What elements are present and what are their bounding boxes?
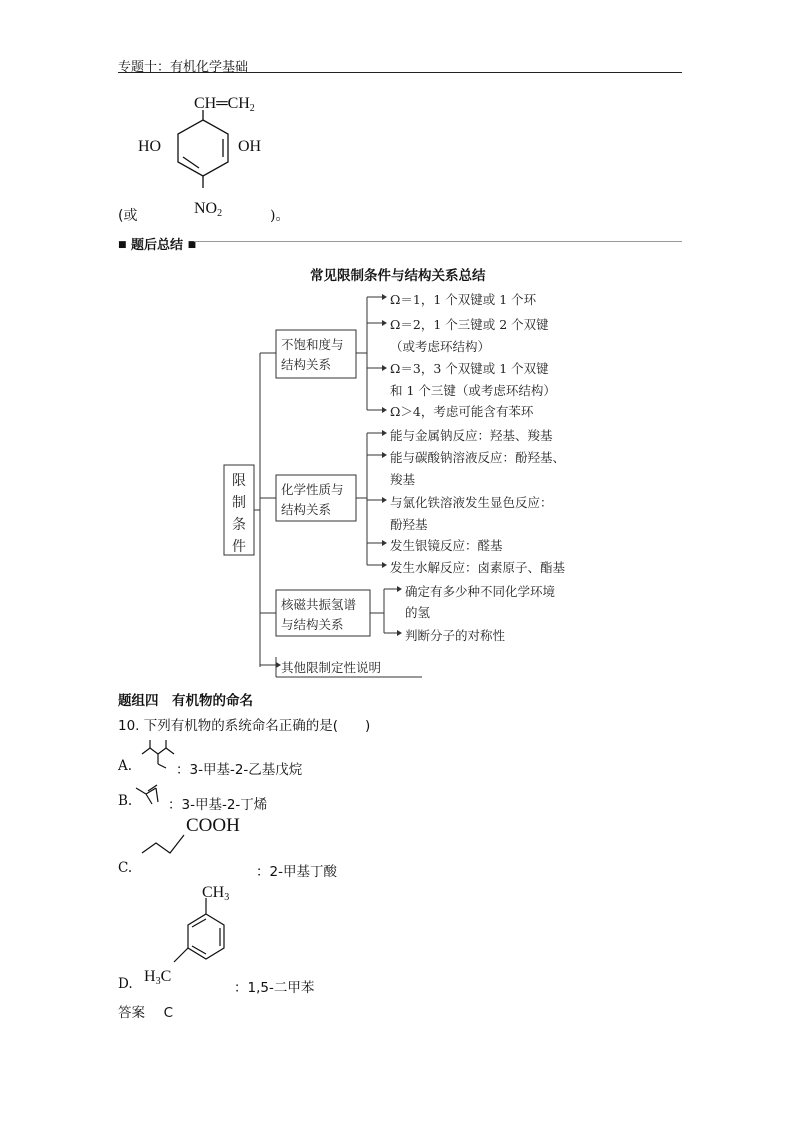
methyl-group-top: $CH_3$ xyxy=(202,884,230,903)
vinyl-group: $CH═CH_2$ xyxy=(194,95,255,114)
nitro-group: $NO_2$ xyxy=(194,200,223,219)
unsat-item: Ω＝2，1 个三键或 2 个双键 xyxy=(390,317,549,332)
square-bullet-icon: ■ xyxy=(118,240,127,250)
answer-line xyxy=(118,1001,173,1021)
chem-item: 发生水解反应：卤素原子、酯基 xyxy=(390,560,566,575)
option-text: ：1,5-二甲苯 xyxy=(234,980,315,996)
benzene-ring-d xyxy=(166,896,246,986)
answer-label: 答案 xyxy=(118,1005,145,1021)
unsat-item: 和 1 个三键（或考虑环结构） xyxy=(390,383,556,398)
summary-heading: ■ 题后总结 ■ xyxy=(118,238,197,253)
alternative-prefix: (或 xyxy=(118,208,138,224)
methyl-group-left: $H_3C$ xyxy=(144,968,172,987)
chem-item: 能与金属钠反应：羟基、羧基 xyxy=(390,428,553,443)
header-divider xyxy=(118,72,682,73)
skeletal-structure-a xyxy=(140,738,180,770)
branch-nmr: 核磁共振氢谱 与结构关系 xyxy=(281,597,357,632)
page-header: 专题十：有机化学基础 xyxy=(118,60,249,75)
root-node-label: 限 制 条 件 xyxy=(232,473,246,555)
section-title: 题组四 有机物的命名 xyxy=(118,693,253,709)
square-bullet-icon: ■ xyxy=(187,240,197,250)
figure-title: 常见限制条件与结构关系总结 xyxy=(310,268,486,284)
hydroxyl-left: HO xyxy=(138,138,162,155)
nmr-item: 判断分子的对称性 xyxy=(405,628,506,643)
chem-item: 能与碳酸钠溶液反应：酚羟基、 xyxy=(390,450,566,465)
nmr-item: 的氢 xyxy=(405,605,431,620)
branch-chemical-property: 化学性质与 结构关系 xyxy=(281,482,344,517)
unsat-item: Ω＝3，3 个双键或 1 个双键 xyxy=(390,361,549,376)
option-text: ：3-甲基-2-乙基戊烷 xyxy=(176,762,303,778)
option-letter: D. xyxy=(118,976,133,992)
answer-value: C xyxy=(163,1005,174,1021)
chem-item: 酚羟基 xyxy=(390,517,428,532)
option-text: ：3-甲基-2-丁烯 xyxy=(168,797,268,813)
unsat-item: （或考虑环结构） xyxy=(390,339,491,354)
hydroxyl-right: OH xyxy=(238,138,262,155)
option-text: ：2-甲基丁酸 xyxy=(256,864,337,880)
option-letter: B. xyxy=(118,793,133,809)
summary-divider xyxy=(194,241,682,242)
nmr-item: 确定有多少种不同化学环境 xyxy=(405,584,556,599)
question-number: 10. xyxy=(118,718,140,734)
chem-item: 与氯化铁溶液发生显色反应： xyxy=(390,495,553,510)
chem-item: 羧基 xyxy=(390,472,416,487)
branch-other: 其他限制定性说明 xyxy=(281,660,382,675)
option-letter: C. xyxy=(118,860,133,876)
question-stem: 10. 下列有机物的系统命名正确的是( ) xyxy=(118,718,371,734)
branch-unsaturation: 不饱和度与 结构关系 xyxy=(281,337,344,372)
chem-item: 发生银镜反应：醛基 xyxy=(390,538,503,553)
option-letter: A. xyxy=(118,758,133,774)
carboxyl-group: COOH xyxy=(186,815,240,836)
alternative-suffix: )。 xyxy=(270,208,290,224)
unsat-item: Ω＞4，考虑可能含有苯环 xyxy=(390,404,534,419)
skeletal-structure-b xyxy=(132,782,172,808)
unsat-item: Ω＝1，1 个双键或 1 个环 xyxy=(390,292,537,307)
